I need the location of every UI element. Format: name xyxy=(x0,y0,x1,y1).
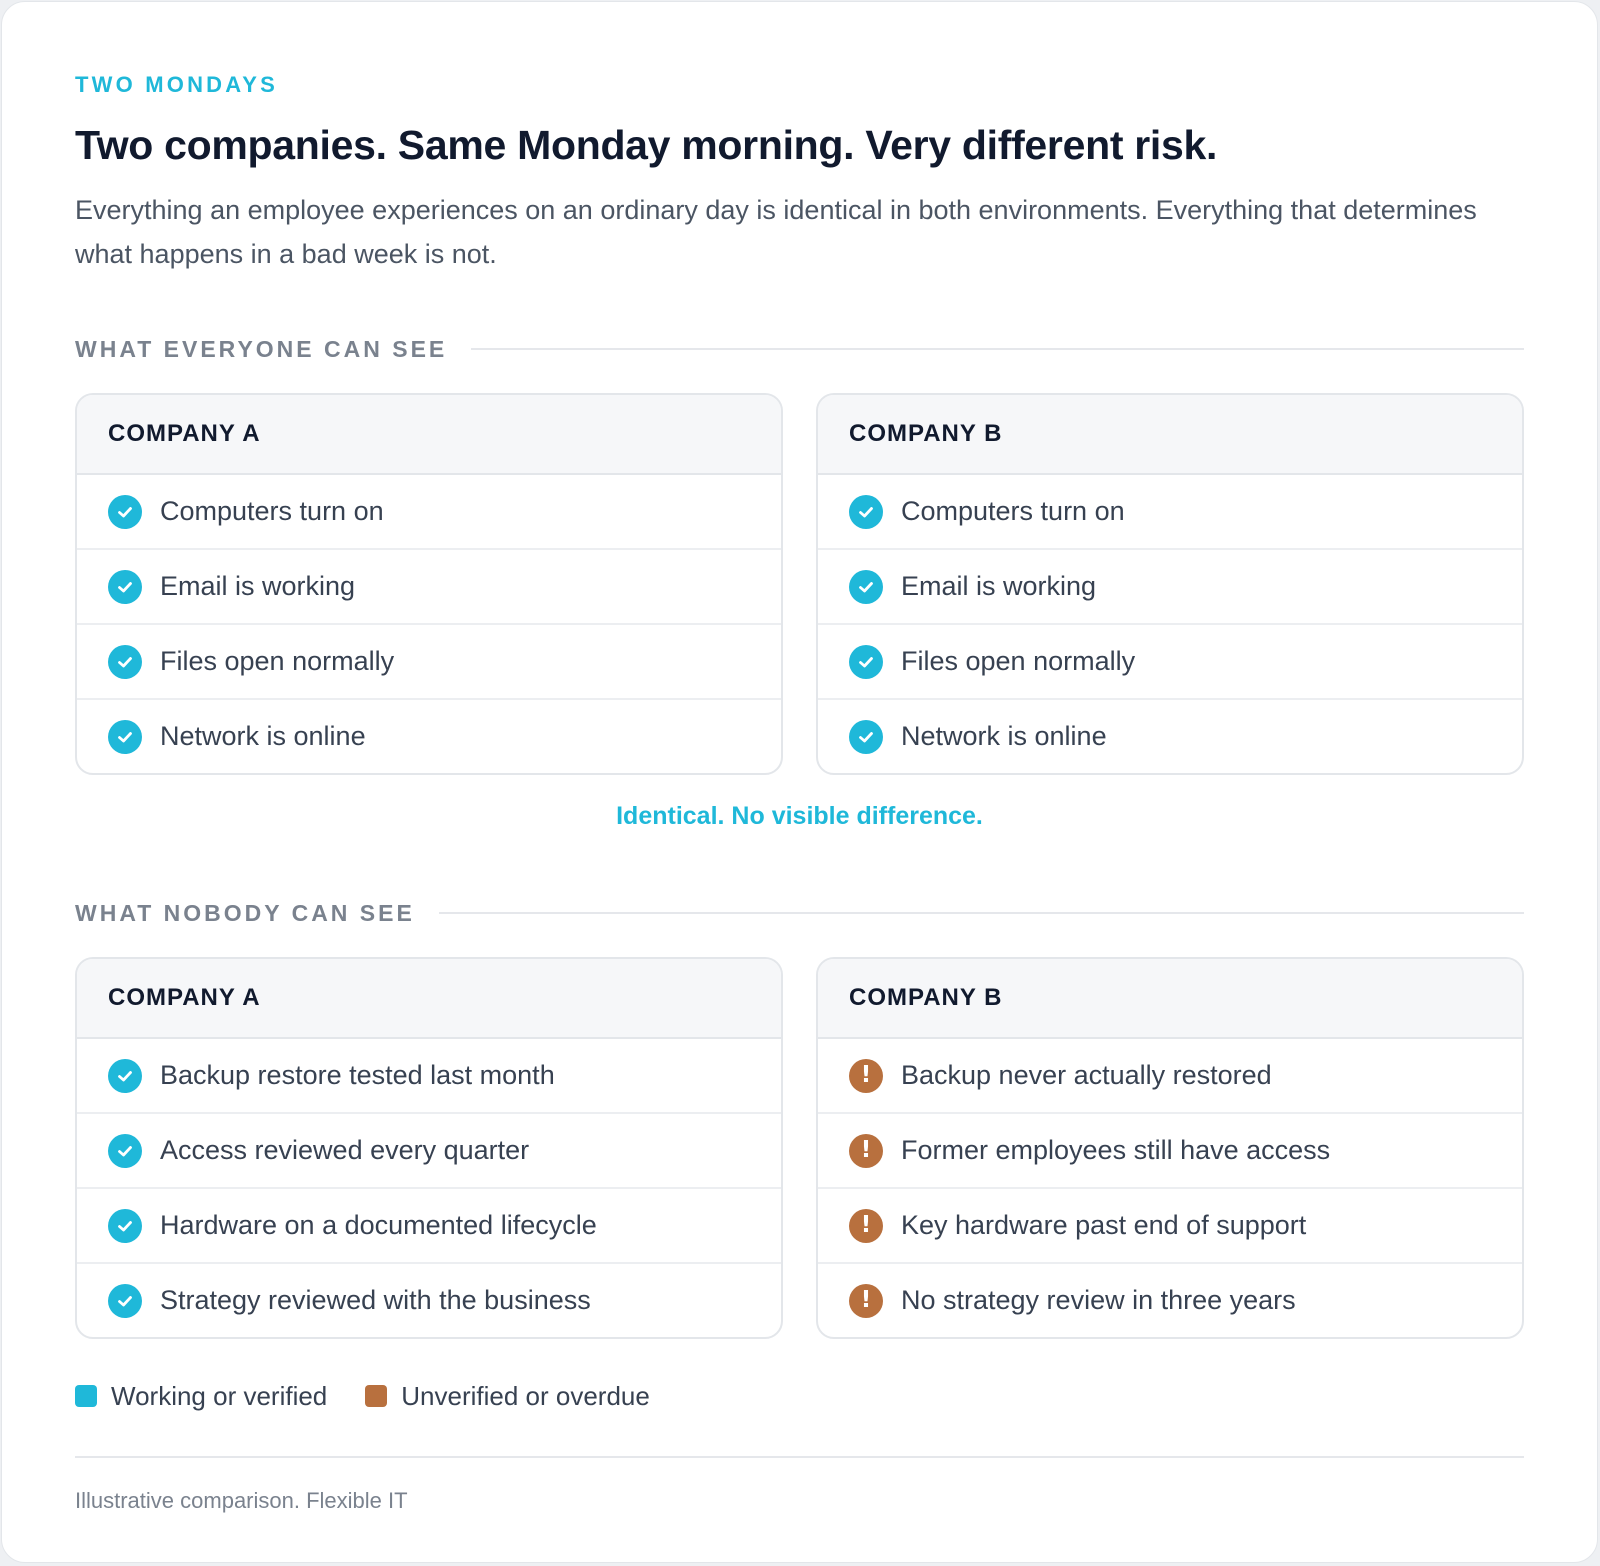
exclamation-circle-icon: ! xyxy=(849,1059,883,1093)
list-item xyxy=(818,1114,1522,1189)
panels-visible xyxy=(75,393,1524,775)
list-item-text: Hardware on a documented lifecycle xyxy=(160,1210,597,1240)
page-title: Two companies. Same Monday morning. Very different risk. xyxy=(75,122,1218,168)
list-item xyxy=(77,1264,781,1337)
list-item-text: Key hardware past end of support xyxy=(901,1210,1307,1240)
footnote: Illustrative comparison. Flexible IT xyxy=(75,1488,408,1513)
legend-item-verified xyxy=(75,1381,327,1412)
list-item xyxy=(77,475,781,550)
list-item xyxy=(818,625,1522,700)
panel-title: COMPANY A xyxy=(77,395,781,475)
list-item-text: Files open normally xyxy=(160,646,395,676)
check-circle-icon xyxy=(108,495,142,529)
legend-swatch-verified xyxy=(75,1385,97,1407)
legend-label: Working or verified xyxy=(111,1380,328,1411)
panel-company-a xyxy=(75,957,783,1339)
list-item-text: Files open normally xyxy=(901,646,1136,676)
list-item xyxy=(77,1039,781,1114)
section-header-hidden xyxy=(75,898,1524,928)
section-divider xyxy=(439,912,1524,914)
exclamation-circle-icon: ! xyxy=(849,1284,883,1318)
panels-hidden xyxy=(75,957,1524,1339)
panel-title: COMPANY B xyxy=(818,959,1522,1039)
list-item-text: Network is online xyxy=(160,721,366,751)
section-header-visible xyxy=(75,334,1524,364)
list-item xyxy=(818,475,1522,550)
page-subtitle: Everything an employee experiences on an ordinary day is identical in both environments. Everything that determines what happens in a bad week is not. xyxy=(75,195,1477,269)
list-item xyxy=(818,1189,1522,1264)
section-label: WHAT NOBODY CAN SEE xyxy=(75,899,415,926)
panel-title: COMPANY B xyxy=(818,395,1522,475)
list-item-text: Email is working xyxy=(160,571,356,601)
list-item xyxy=(77,700,781,773)
footer-divider xyxy=(75,1456,1524,1458)
list-item xyxy=(818,550,1522,625)
list-item-text: Backup restore tested last month xyxy=(160,1060,555,1090)
list-item xyxy=(818,1264,1522,1337)
list-item-text: No strategy review in three years xyxy=(901,1285,1296,1315)
list-item-text: Access reviewed every quarter xyxy=(160,1135,530,1165)
exclamation-circle-icon: ! xyxy=(849,1209,883,1243)
section-label: WHAT EVERYONE CAN SEE xyxy=(75,335,448,362)
exclamation-circle-icon: ! xyxy=(849,1134,883,1168)
list-item xyxy=(77,1114,781,1189)
check-circle-icon xyxy=(849,570,883,604)
check-circle-icon xyxy=(108,1284,142,1318)
panel-company-b xyxy=(816,393,1524,775)
check-circle-icon xyxy=(849,495,883,529)
list-item-text: Former employees still have access xyxy=(901,1135,1331,1165)
list-item xyxy=(818,1039,1522,1114)
list-item-text: Strategy reviewed with the business xyxy=(160,1285,591,1315)
list-item xyxy=(77,1189,781,1264)
panel-company-b xyxy=(816,957,1524,1339)
check-circle-icon xyxy=(108,1134,142,1168)
list-item-text: Email is working xyxy=(901,571,1097,601)
list-item-text: Network is online xyxy=(901,721,1107,751)
section-divider xyxy=(471,348,1524,350)
check-circle-icon xyxy=(849,720,883,754)
check-circle-icon xyxy=(108,645,142,679)
legend-label: Unverified or overdue xyxy=(401,1380,650,1411)
eyebrow-label: TWO MONDAYS xyxy=(75,72,279,97)
legend xyxy=(75,1380,1524,1412)
check-circle-icon xyxy=(108,1209,142,1243)
legend-item-overdue xyxy=(365,1381,650,1412)
panel-company-a xyxy=(75,393,783,775)
list-item-text: Computers turn on xyxy=(901,496,1125,526)
check-circle-icon xyxy=(849,645,883,679)
list-item-text: Backup never actually restored xyxy=(901,1060,1272,1090)
check-circle-icon xyxy=(108,570,142,604)
list-item-text: Computers turn on xyxy=(160,496,384,526)
list-item xyxy=(77,550,781,625)
list-item xyxy=(77,625,781,700)
identical-caption: Identical. No visible difference. xyxy=(616,802,983,830)
check-circle-icon xyxy=(108,1059,142,1093)
legend-swatch-overdue xyxy=(365,1385,387,1407)
list-item xyxy=(818,700,1522,773)
panel-title: COMPANY A xyxy=(77,959,781,1039)
check-circle-icon xyxy=(108,720,142,754)
comparison-card xyxy=(1,1,1598,1563)
